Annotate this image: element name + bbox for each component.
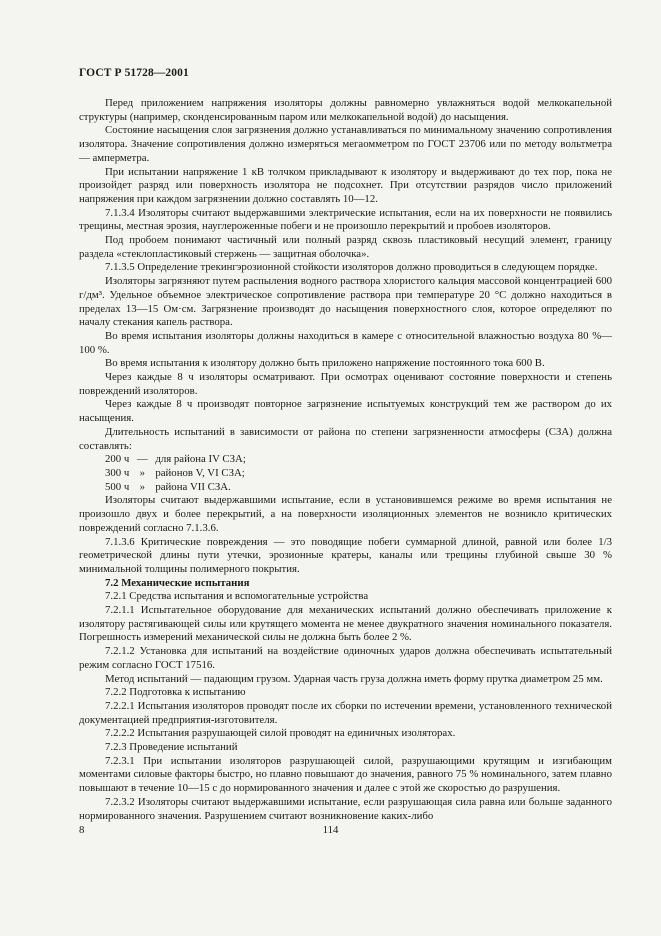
- paragraph: 7.1.3.6 Критические повреждения — это поводящие побеги суммарной длиной, равной или более 1/3 геометрической длины пути утечки, эрозионные кратеры, каналы или трещины глубиной свыше 30 % минимальной толщины полимерного покрытия.: [79, 535, 612, 575]
- paragraph: Через каждые 8 ч изоляторы осматривают. При осмотрах оценивают состояние поверхности и степень повреждений изоляторов.: [79, 371, 612, 397]
- duration-item: 200 ч — для района IV СЗА;: [105, 453, 246, 466]
- paragraph: Длительность испытаний в зависимости от района по степени загрязненности атмосферы (СЗА) должна составлять:: [79, 425, 612, 452]
- page-number-left: 8: [79, 824, 85, 836]
- paragraph: При испытании напряжение 1 кВ толчком прикладывают к изолятору и выдерживают до тех пор, пока не произойдет разряд или поверхность изолятора не подсохнет. При отсутствии разрядов число приложений напряжения при каждом загрязнении должно составлять 10—12.: [79, 165, 612, 205]
- paragraph: 7.2.1 Средства испытания и вспомогательные устройства: [105, 590, 369, 603]
- paragraph: 7.2.2 Подготовка к испытанию: [105, 686, 246, 699]
- duration-item: 300 ч » районов V, VI СЗА;: [105, 466, 245, 479]
- paragraph: Под пробоем понимают частичный или полный разряд сквозь пластиковый несущий элемент, границу раздела «стеклопластиковый стержень — защитная оболочка».: [79, 234, 612, 260]
- section-heading: 7.2 Механические испытания: [105, 576, 250, 589]
- duration-item: 500 ч » района VII СЗА.: [105, 480, 231, 493]
- paragraph: 7.2.2.1 Испытания изоляторов проводят после их сборки по истечении времени, установленного технической документацией предприятия-изготовителя.: [79, 699, 612, 726]
- paragraph: Через каждые 8 ч производят повторное загрязнение испытуемых конструкций тем же раствором до их насыщения.: [79, 398, 612, 425]
- page-number-center: 114: [322, 824, 339, 836]
- paragraph: 7.2.2.2 Испытания разрушающей силой проводят на единичных изоляторах.: [105, 727, 456, 740]
- paragraph: Во время испытания изоляторы должны находиться в камере с относительной влажностью воздуха 80 %—100 %.: [79, 329, 612, 356]
- document-body: [79, 97, 612, 823]
- paragraph: Состояние насыщения слоя загрязнения должно устанавливаться по минимальному значению сопротивления изолятора. Значение сопротивления должно измеряться мегаомметром по ГОСТ 23706 или по методу вольтметра — амперметра.: [79, 124, 612, 164]
- paragraph: Изоляторы загрязняют путем распыления водного раствора хлористого кальция массовой концентрацией 600 г/дм³. Удельное объемное электрическое сопротивление раствора при температуре 20 °С должно находиться в пределах 13—15 Ом·см. Загрязнение производят до насыщения поверхностного слоя, которое определяют по началу стекания капель раствора.: [79, 275, 612, 329]
- paragraph: 7.2.1.2 Установка для испытаний на воздействие одиночных ударов должна обеспечивать испытательный режим согласно ГОСТ 17516.: [79, 645, 612, 671]
- paragraph: 7.1.3.5 Определение трекингэрозионной стойкости изоляторов должно проводиться в следующем порядке.: [105, 261, 598, 274]
- paragraph: 7.2.3.2 Изоляторы считают выдержавшими испытание, если разрушающая сила равна или больше заданного нормированного значения. Разрушением считают возникновение каких-либо: [79, 795, 612, 822]
- paragraph: Перед приложением напряжения изоляторы должны равномерно увлажняться водой мелкокапельной структуры (например, сконденсированным паром или мелкокапельной водой) до насыщения.: [79, 97, 612, 123]
- paragraph: Изоляторы считают выдержавшими испытание, если в установившемся режиме во время испытания не произошло двух и более перекрытий, а на поверхности изоляционных элементов не возникло критических повреждений согласно 7.1.3.6.: [79, 494, 612, 534]
- paragraph: 7.1.3.4 Изоляторы считают выдержавшими электрические испытания, если на их поверхности не появились трещины, местная эрозия, науглероженные побеги и не произошло перекрытий и пробоев изоляторов.: [79, 206, 612, 233]
- paragraph: 7.2.3.1 При испытании изоляторов разрушающей силой, разрушающими крутящим и изгибающим моментами силовые факторы быстро, но плавно повышают до значения, равного 75 % номинального, затем плавно повышают в течение 10—15 с до нормированного значения и далее с этой же скоростью до разрушения.: [79, 754, 612, 795]
- paragraph: Во время испытания к изолятору должно быть приложено напряжение постоянного тока 600 В.: [105, 357, 545, 370]
- paragraph: 7.2.1.1 Испытательное оборудование для механических испытаний должно обеспечивать приложение к изолятору растягивающей силы или крутящего момента не менее двукратного значения номинального показателя. Погрешность измерений механической силы не должна быть более 2 %.: [79, 604, 612, 644]
- paragraph: Метод испытаний — падающим грузом. Ударная часть груза должна иметь форму прутка диаметром 25 мм.: [105, 672, 603, 685]
- paragraph: 7.2.3 Проведение испытаний: [105, 741, 238, 754]
- document-header: ГОСТ Р 51728—2001: [79, 67, 189, 79]
